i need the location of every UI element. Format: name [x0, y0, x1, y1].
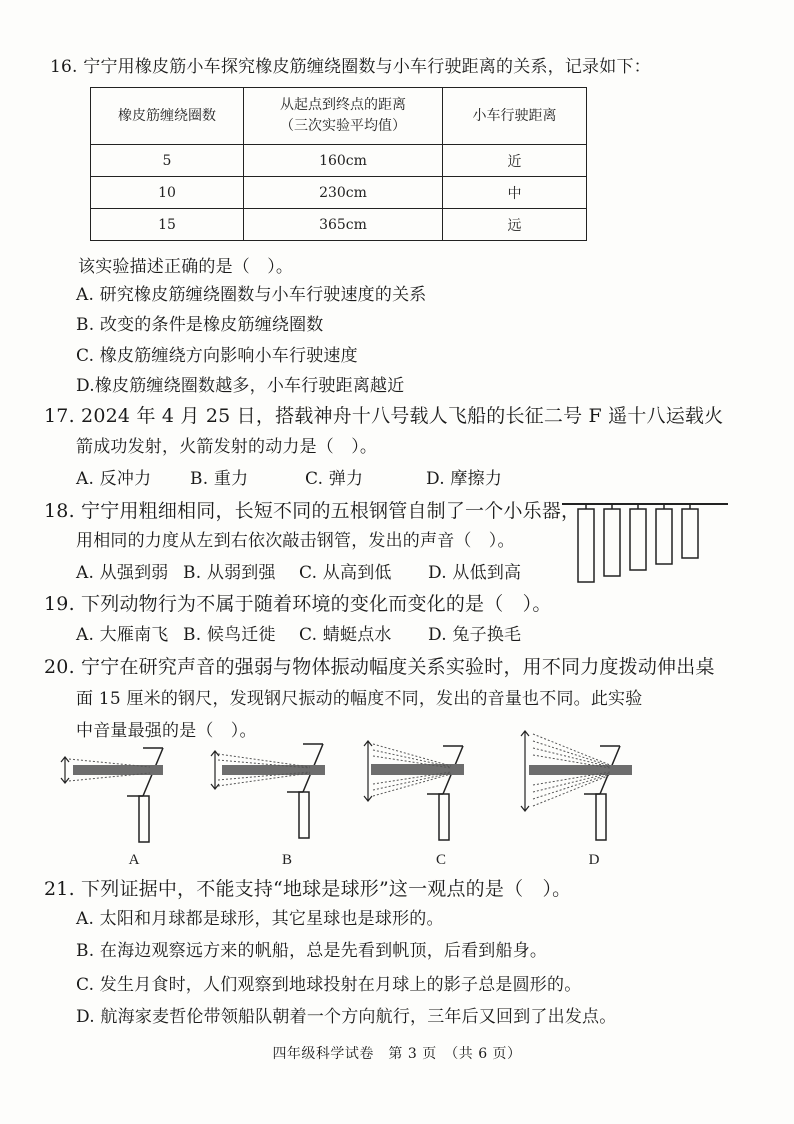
- table-cell: 中: [443, 177, 587, 209]
- q16-option-c: C. 橡皮筋缠绕方向影响小车行驶速度: [76, 346, 358, 366]
- figure-label-d: D: [588, 852, 600, 868]
- table-header-row: [91, 88, 587, 145]
- amplitude-arrow: [364, 741, 372, 801]
- figure-label-c: C: [435, 852, 447, 868]
- q19-line-1: 19. 下列动物行为不属于随着环境的变化而变化的是（ ）。: [44, 593, 552, 615]
- page-footer: 四年级科学试卷 第 3 页 （共 6 页）: [272, 1046, 522, 1062]
- amplitude-arrow: [211, 751, 219, 789]
- q17-option-b: B. 重力: [190, 469, 249, 489]
- header-line: （三次实验平均值）: [280, 118, 406, 134]
- table-cell: 160cm: [244, 145, 443, 177]
- q19-option-b: B. 候鸟迁徙: [183, 625, 276, 645]
- steel-pipes-figure: [560, 496, 730, 588]
- q21-option-b: B. 在海边观察远方来的帆船，总是先看到帆顶，后看到船身。: [76, 941, 548, 961]
- q20-line-3: 中音量最强的是（ ）。: [76, 721, 257, 741]
- q19-option-d: D. 兔子换毛: [428, 625, 522, 645]
- table-row: [91, 209, 587, 241]
- q18-option-a: A. 从强到弱: [76, 563, 169, 583]
- header-cell: 小车行驶距离: [443, 88, 587, 145]
- header-cell: [244, 88, 443, 145]
- header-line: 从起点到终点的距离: [280, 97, 406, 113]
- option-a-diagram: [61, 748, 163, 842]
- table-cell: 365cm: [244, 209, 443, 241]
- steel-pipe-5: [682, 509, 698, 558]
- q19-option-c: C. 蜻蜓点水: [299, 625, 392, 645]
- q18-option-b: B. 从弱到强: [183, 563, 276, 583]
- figure-label-b: B: [281, 852, 293, 868]
- option-d-diagram: [521, 731, 632, 840]
- q17-option-c: C. 弹力: [305, 469, 364, 489]
- q17-line-2: 箭成功发射，火箭发射的动力是（ ）。: [76, 437, 378, 457]
- q20-line-1: 20. 宁宁在研究声音的强弱与物体振动幅度关系实验时，用不同力度拨动伸出桌: [44, 656, 715, 678]
- q19-option-a: A. 大雁南飞: [76, 625, 169, 645]
- table-cell: 230cm: [244, 177, 443, 209]
- q16-option-a: A. 研究橡皮筋缠绕圈数与小车行驶速度的关系: [76, 285, 427, 305]
- option-b-diagram: [211, 744, 325, 838]
- amplitude-arrow: [61, 757, 69, 783]
- q20-line-2: 面 15 厘米的钢尺，发现钢尺振动的幅度不同，发出的音量也不同。此实验: [76, 689, 643, 709]
- amplitude-arrow: [521, 731, 529, 811]
- q21-option-a: A. 太阳和月球都是球形，其它星球也是球形的。: [76, 909, 444, 929]
- q18-line-1: 18. 宁宁用粗细相同，长短不同的五根钢管自制了一个小乐器，: [44, 500, 581, 522]
- table-row: [91, 145, 587, 177]
- q16-option-b: B. 改变的条件是橡皮筋缠绕圈数: [76, 315, 324, 335]
- q21-line-1: 21. 下列证据中，不能支持“地球是球形”这一观点的是（ ）。: [44, 878, 572, 900]
- q16-option-d: D.橡皮筋缠绕圈数越多，小车行驶距离越近: [76, 376, 405, 396]
- q21-option-c: C. 发生月食时，人们观察到地球投射在月球上的影子总是圆形的。: [76, 975, 582, 995]
- q21-option-d: D. 航海家麦哲伦带领船队朝着一个方向航行，三年后又回到了出发点。: [76, 1007, 617, 1027]
- table-cell: 15: [91, 209, 244, 241]
- header-cell: 橡皮筋缠绕圈数: [91, 88, 244, 145]
- q18-line-2: 用相同的力度从左到右依次敲击钢管，发出的声音（ ）。: [76, 531, 515, 551]
- q17-line-1: 17. 2024 年 4 月 25 日，搭载神舟十八号载人飞船的长征二号 F 遥十八运载火: [44, 405, 724, 427]
- table-cell: 近: [443, 145, 587, 177]
- q17-option-a: A. 反冲力: [76, 469, 152, 489]
- table-row: [91, 177, 587, 209]
- steel-pipe-4: [656, 509, 672, 564]
- steel-pipe-3: [630, 509, 646, 570]
- steel-pipe-1: [578, 509, 594, 582]
- table-cell: 5: [91, 145, 244, 177]
- q18-option-d: D. 从低到高: [428, 563, 522, 583]
- steel-ruler: [529, 765, 632, 775]
- option-c-diagram: [364, 741, 464, 840]
- figure-label-a: A: [128, 852, 140, 868]
- q17-option-d: D. 摩擦力: [426, 469, 503, 489]
- q16-table: [90, 87, 587, 241]
- q18-option-c: C. 从高到低: [299, 563, 392, 583]
- table-cell: 远: [443, 209, 587, 241]
- steel-pipe-2: [604, 509, 620, 576]
- q16-stem: 16. 宁宁用橡皮筋小车探究橡皮筋缠绕圈数与小车行驶距离的关系，记录如下：: [50, 57, 651, 77]
- q16-question: 该实验描述正确的是（ ）。: [78, 257, 294, 277]
- table-cell: 10: [91, 177, 244, 209]
- ruler-vibration-figure: [55, 730, 655, 872]
